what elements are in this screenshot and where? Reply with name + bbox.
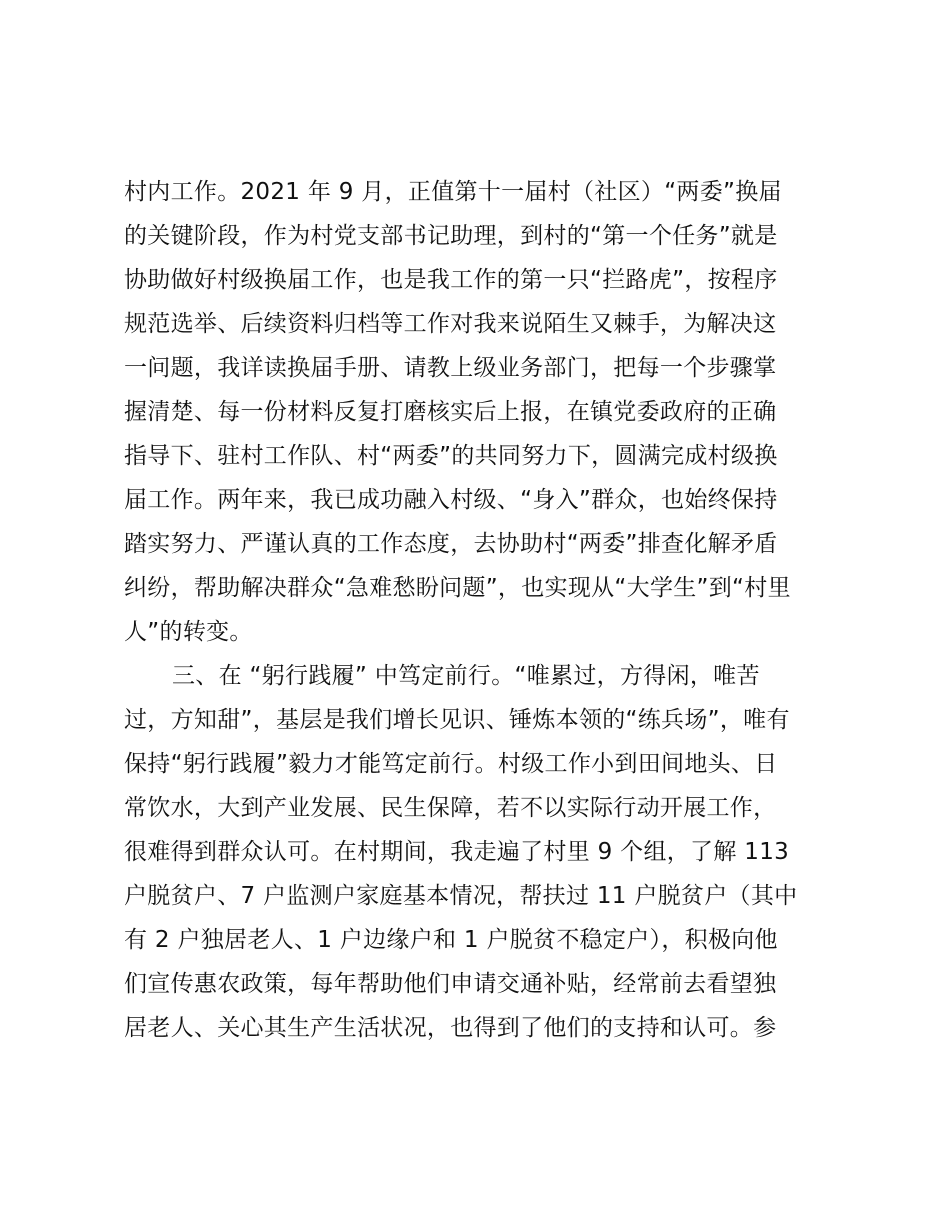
paragraph-line: 过，方知甜”，基层是我们增长见识、锤炼本领的“练兵场”，唯有 — [124, 707, 790, 733]
paragraph-line: 保持“躬行践履”毅力才能笃定前行。村级工作小到田间地头、日 — [124, 751, 778, 777]
paragraph-line: 届工作。两年来，我已成功融入村级、“身入”群众，也始终保持 — [124, 487, 778, 513]
paragraph-line: 村内工作。2021 年 9 月，正值第十一届村（社区）“两委”换届 — [124, 179, 782, 205]
paragraph-line: 握清楚、每一份材料反复打磨核实后上报，在镇党委政府的正确 — [124, 399, 777, 425]
document-body — [124, 170, 844, 1050]
paragraph-line: 居老人、关心其生产生活状况，也得到了他们的支持和认可。参 — [124, 1015, 777, 1041]
paragraph-line: 纠纷，帮助解决群众“急难愁盼问题”，也实现从“大学生”到“村里 — [124, 575, 791, 601]
paragraph-line: 很难得到群众认可。在村期间，我走遍了村里 9 个组，了解 113 — [124, 839, 790, 865]
paragraph-line: 户脱贫户、7 户监测户家庭基本情况，帮扶过 11 户脱贫户（其中 — [124, 883, 798, 909]
paragraph-line: 们宣传惠农政策，每年帮助他们申请交通补贴，经常前去看望独 — [124, 971, 777, 997]
paragraph-line: 常饮水，大到产业发展、民生保障，若不以实际行动开展工作， — [124, 795, 777, 821]
paragraph-line: 的关键阶段，作为村党支部书记助理，到村的“第一个任务”就是 — [124, 223, 778, 249]
paragraph-line: 有 2 户独居老人、1 户边缘户和 1 户脱贫不稳定户），积极向他 — [124, 927, 778, 953]
paragraph-line: 人”的转变。 — [124, 619, 253, 645]
paragraph-line: 规范选举、后续资料归档等工作对我来说陌生又棘手，为解决这 — [124, 311, 777, 337]
paragraph-line: 协助做好村级换届工作，也是我工作的第一只“拦路虎”，按程序 — [124, 267, 778, 293]
paragraph-line: 踏实努力、严谨认真的工作态度，去协助村“两委”排查化解矛盾 — [124, 531, 778, 557]
section-heading-line: 三、在 “躬行践履” 中笃定前行。“唯累过，方得闲，唯苦 — [172, 663, 760, 689]
paragraph-line: 一问题，我详读换届手册、请教上级业务部门，把每一个步骤掌 — [124, 355, 777, 381]
paragraph-line: 指导下、驻村工作队、村“两委”的共同努力下，圆满完成村级换 — [124, 443, 778, 469]
